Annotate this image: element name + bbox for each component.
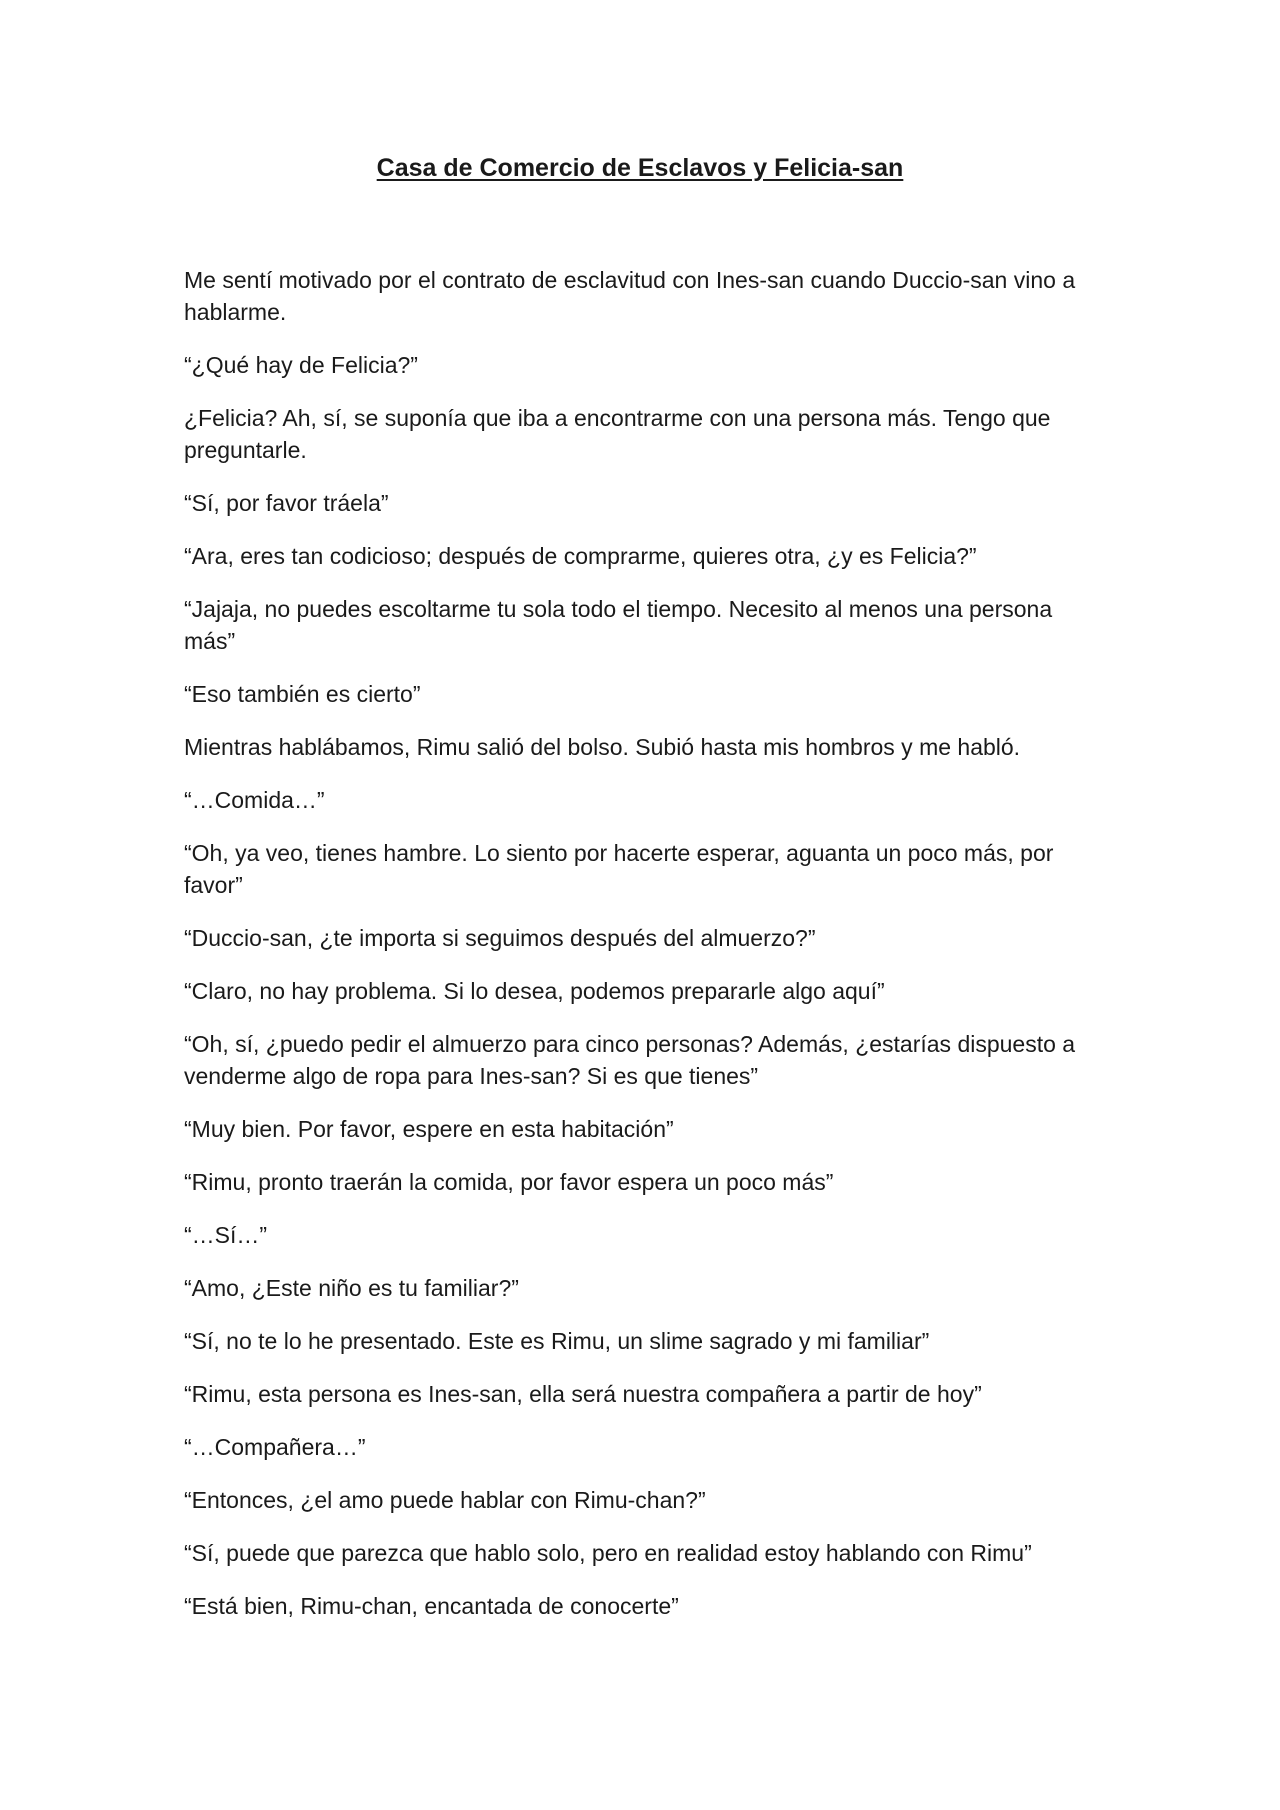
paragraph: “Eso también es cierto” (184, 681, 421, 707)
paragraph: “Muy bien. Por favor, espere en esta habitación” (184, 1116, 674, 1142)
paragraph: “…Sí…” (184, 1222, 268, 1248)
paragraph: “Amo, ¿Este niño es tu familiar?” (184, 1275, 519, 1301)
paragraph: “Sí, puede que parezca que hablo solo, pero en realidad estoy hablando con Rimu” (184, 1540, 1032, 1566)
chapter-title: Casa de Comercio de Esclavos y Felicia-san (376, 154, 904, 182)
paragraph: Mientras hablábamos, Rimu salió del bolso. Subió hasta mis hombros y me habló. (184, 734, 1021, 760)
paragraph: “Ara, eres tan codicioso; después de comprarme, quieres otra, ¿y es Felicia?” (184, 543, 977, 569)
paragraph: “Duccio-san, ¿te importa si seguimos después del almuerzo?” (184, 925, 816, 951)
paragraph: “Jajaja, no puedes escoltarme tu sola todo el tiempo. Necesito al menos una persona más” (184, 596, 1053, 654)
paragraph: “…Comida…” (184, 787, 325, 813)
paragraph: “…Compañera…” (184, 1434, 366, 1460)
document-body (184, 264, 1104, 1643)
paragraph: “Está bien, Rimu-chan, encantada de conocerte” (184, 1593, 679, 1619)
paragraph: “Claro, no hay problema. Si lo desea, podemos prepararle algo aquí” (184, 978, 885, 1004)
paragraph: “Sí, por favor tráela” (184, 490, 389, 516)
paragraph: “Oh, ya veo, tienes hambre. Lo siento por hacerte esperar, aguanta un poco más, por favor” (184, 840, 1054, 898)
paragraph: “Oh, sí, ¿puedo pedir el almuerzo para cinco personas? Además, ¿estarías dispuesto a venderme algo de ropa para Ines-san? Si es que tienes” (184, 1031, 1076, 1089)
paragraph: “¿Qué hay de Felicia?” (184, 352, 418, 378)
paragraph: Me sentí motivado por el contrato de esclavitud con Ines-san cuando Duccio-san vino a hablarme. (184, 267, 1076, 325)
paragraph: “Rimu, pronto traerán la comida, por favor espera un poco más” (184, 1169, 834, 1195)
paragraph: “Rimu, esta persona es Ines-san, ella será nuestra compañera a partir de hoy” (184, 1381, 982, 1407)
paragraph: “Sí, no te lo he presentado. Este es Rimu, un slime sagrado y mi familiar” (184, 1328, 930, 1354)
paragraph: “Entonces, ¿el amo puede hablar con Rimu-chan?” (184, 1487, 706, 1513)
paragraph: ¿Felicia? Ah, sí, se suponía que iba a encontrarme con una persona más. Tengo que preguntarle. (184, 405, 1051, 463)
